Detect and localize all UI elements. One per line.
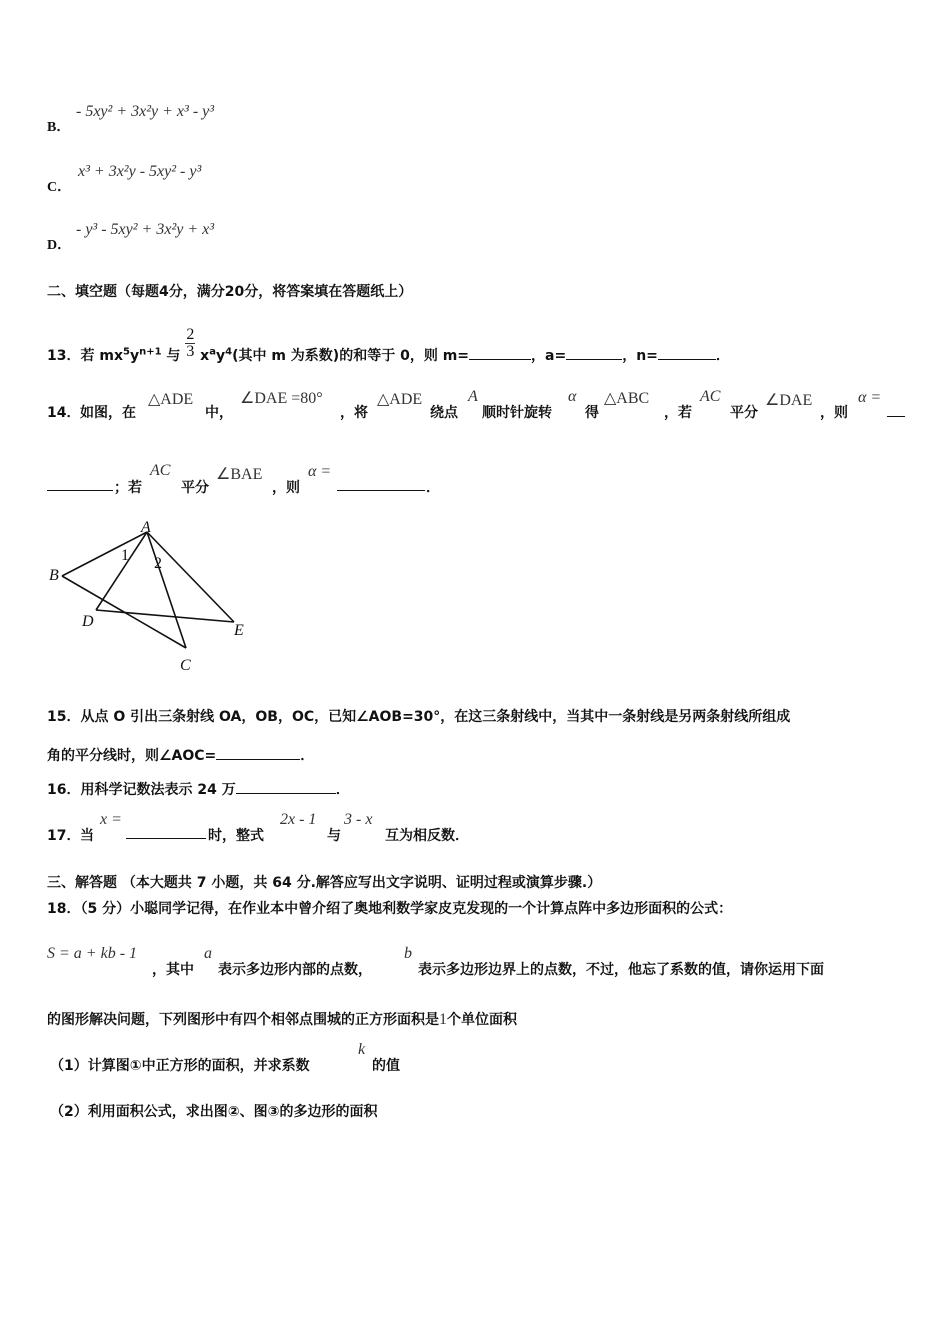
- q14-text-3: ，将: [340, 405, 368, 421]
- q14-line2-math-2: ∠BAE: [216, 466, 263, 483]
- q14-text-8: 平分: [730, 405, 758, 421]
- question-16-text: 用科学记数法表示 24 万: [80, 782, 236, 798]
- q13-blank-n[interactable]: [658, 345, 716, 360]
- question-15-line-2-text: 角的平分线时，则∠AOC=: [47, 748, 217, 764]
- figure-angle-2: 2: [154, 555, 162, 572]
- question-13-number: 13．: [47, 348, 81, 364]
- question-15-number: 15．: [47, 709, 81, 725]
- q14-text-1: 如图，在: [80, 405, 136, 421]
- q13-sup-a: 5: [122, 346, 130, 358]
- q14-math-9: α =: [858, 389, 882, 406]
- q14-line2-text-2: 平分: [181, 480, 209, 496]
- q13-text-g: ，a=: [531, 348, 567, 364]
- q14-text-7: ，若: [664, 405, 692, 421]
- q13-fraction-numerator: 2: [186, 326, 195, 343]
- question-17-number: 17．: [47, 828, 81, 844]
- figure-label-a: A: [141, 520, 151, 536]
- segment-ab: [62, 532, 147, 576]
- q18-sub-1-math-k: k: [358, 1041, 366, 1058]
- q18-line-3-number: 1: [439, 1011, 447, 1028]
- q18-text-3: 表示多边形边界上的点数，不过，他忘了系数的值，请你运用下面: [418, 962, 824, 978]
- q16-blank[interactable]: [236, 779, 336, 794]
- question-16-number: 16．: [47, 782, 81, 798]
- segment-de: [96, 610, 234, 622]
- q14-text-4: 绕点: [430, 405, 458, 421]
- q13-text-b: y: [129, 348, 140, 364]
- q15-blank[interactable]: [216, 745, 300, 760]
- q14-math-4: A: [468, 388, 478, 405]
- question-15-line-2: [47, 745, 314, 765]
- question-14-number: 14．: [47, 405, 81, 421]
- q17-text-d: 互为相反数．: [385, 828, 469, 844]
- question-15-end: ．: [300, 748, 315, 764]
- triangle-figure: [44, 520, 254, 680]
- option-c-label: C．: [47, 180, 72, 195]
- figure-label-b: B: [49, 567, 59, 584]
- q18-text-1: ，其中: [152, 962, 194, 978]
- q14-math-3: △ADE: [377, 391, 423, 408]
- q14-math-5: α: [568, 388, 577, 405]
- q13-text-f: (其中 m 为系数)的和等于 0，则 m=: [232, 348, 470, 364]
- section-3-title: 三、解答题 （本大题共 7 小题，共 64 分.解答应写出文字说明、证明过程或演算步骤.）: [47, 875, 602, 891]
- figure-label-d: D: [82, 613, 94, 630]
- segment-ad: [96, 532, 147, 610]
- question-16-end: ．: [335, 782, 350, 798]
- question-15: [47, 706, 790, 726]
- q18-sub-2: （2）利用面积公式，求出图②、图③的多边形的面积: [50, 1104, 378, 1120]
- q14-blank-2[interactable]: [337, 490, 425, 491]
- q14-line2-text-1: ；若: [114, 480, 142, 496]
- q13-sup-e: 4: [225, 346, 233, 358]
- pick-formula: S = a + kb - 1: [47, 945, 138, 962]
- q14-math-7: AC: [700, 388, 721, 405]
- option-d-expression: - y³ - 5xy² + 3x²y + x³: [76, 221, 215, 238]
- question-18-line-3: [47, 1009, 517, 1029]
- figure-label-e: E: [234, 622, 244, 639]
- question-13: [47, 326, 730, 365]
- q14-blank-1-end[interactable]: [47, 490, 113, 491]
- q14-line2-math-1: AC: [150, 462, 171, 479]
- q18-math-b: b: [404, 945, 412, 962]
- option-b-label: B．: [47, 120, 71, 135]
- q17-text-b: 时，整式: [208, 828, 264, 844]
- q18-text-2: 表示多边形内部的点数，: [218, 962, 372, 978]
- q14-text-6: 得: [585, 405, 599, 421]
- q13-sup-d: a: [209, 346, 216, 358]
- q14-text-9: ，则: [820, 405, 848, 421]
- q13-blank-m[interactable]: [469, 345, 531, 360]
- option-c-expression: x³ + 3x²y - 5xy² - y³: [78, 163, 202, 180]
- question-15-line-1: 从点 O 引出三条射线 OA，OB，OC，已知∠AOB=30°，在这三条射线中，当其中一条射线是另两条射线所组成: [80, 709, 791, 725]
- figure-label-c: C: [180, 657, 191, 674]
- q13-text-e: y: [215, 348, 226, 364]
- q17-math-2x-1: 2x - 1: [280, 811, 317, 828]
- q14-blank-1-start[interactable]: [887, 416, 905, 417]
- q14-line2-math-3: α =: [308, 463, 332, 480]
- q17-text-a: 当: [80, 828, 94, 844]
- q17-math-x: x =: [100, 811, 122, 828]
- question-18-line-1: 18．（5 分）小聪同学记得，在作业本中曾介绍了奥地利数学家皮克发现的一个计算点阵中多边形面积的公式：: [47, 901, 733, 917]
- q17-math-3-x: 3 - x: [344, 811, 373, 828]
- segment-ae: [147, 532, 234, 622]
- option-b-expression: - 5xy² + 3x²y + x³ - y³: [76, 103, 215, 120]
- q17-text-c: 与: [327, 828, 341, 844]
- q14-math-2: ∠DAE =80°: [240, 390, 323, 407]
- section-2-title: 二、填空题（每题4分，满分20分，将答案填在答题纸上）: [47, 284, 413, 300]
- option-d-label: D．: [47, 238, 72, 253]
- q14-math-1: △ADE: [148, 391, 194, 408]
- q13-text-d: x: [195, 348, 210, 364]
- q13-fraction: [185, 327, 195, 360]
- q14-text-2: 中，: [205, 405, 233, 421]
- q17-blank[interactable]: [126, 838, 206, 839]
- q13-text-h: ，n=: [622, 348, 658, 364]
- q18-sub-1-end: 的值: [372, 1058, 400, 1074]
- q13-sup-b: n+1: [139, 346, 162, 358]
- q13-fraction-denominator: 3: [186, 343, 195, 360]
- q13-blank-a[interactable]: [566, 345, 622, 360]
- q14-line2-text-3: ，则: [272, 480, 300, 496]
- q13-text-i: ．: [715, 348, 730, 364]
- q18-sub-1-text: （1）计算图①中正方形的面积，并求系数: [50, 1058, 310, 1074]
- q13-text-c: 与: [161, 348, 181, 364]
- q18-line-3-text-a: 的图形解决问题，下列图形中有四个相邻点围城的正方形面积是: [47, 1012, 439, 1028]
- q18-line-3-text-b: 个单位面积: [447, 1012, 517, 1028]
- figure-angle-1: 1: [121, 547, 129, 564]
- q14-math-8: ∠DAE: [765, 392, 813, 409]
- q14-line2-end: ．: [426, 480, 440, 496]
- segment-ac: [147, 532, 186, 648]
- question-16: [47, 779, 350, 799]
- q14-math-6: △ABC: [604, 390, 650, 407]
- q18-math-a: a: [204, 945, 212, 962]
- q14-text-5: 顺时针旋转: [482, 405, 552, 421]
- q13-text-a: 若 mx: [80, 348, 123, 364]
